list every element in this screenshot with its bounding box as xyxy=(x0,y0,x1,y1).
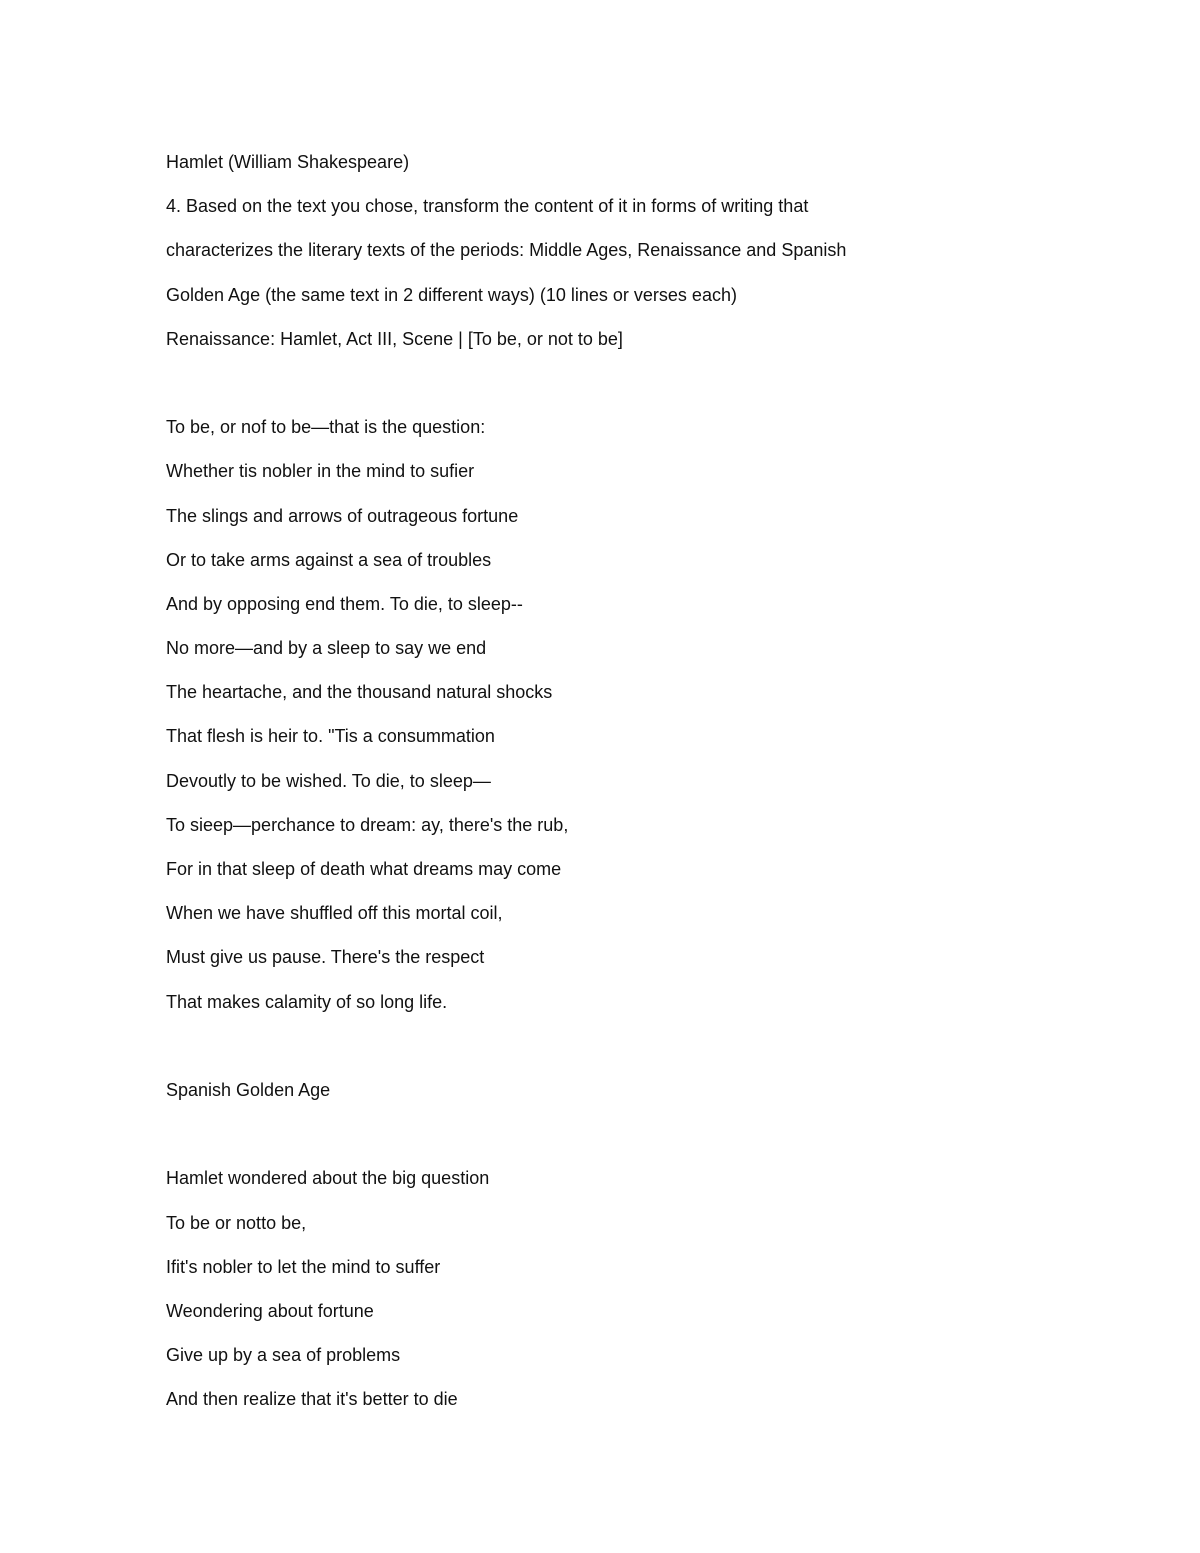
verse-line: The slings and arrows of outrageous fortune xyxy=(166,505,519,526)
verse-line: To be or notto be, xyxy=(166,1212,307,1233)
verse-line: When we have shuffled off this mortal coil, xyxy=(166,903,503,924)
verse-line: For in that sleep of death what dreams may come xyxy=(166,859,562,879)
blank-line xyxy=(166,361,1066,405)
verse-line: Must give us pause. There's the respect xyxy=(166,947,485,968)
verse-line: Hamlet wondered about the big question xyxy=(166,1168,490,1189)
document-body xyxy=(166,140,1066,1421)
prompt-paragraph xyxy=(166,184,1066,317)
blank-line xyxy=(166,1024,1066,1068)
document-title: Hamlet (William Shakespeare) xyxy=(166,152,410,172)
verse-line: Whether tis nobler in the mind to sufier xyxy=(166,461,475,482)
verse-line: No more—and by a sleep to say we end xyxy=(166,638,487,659)
verse-line: Give up by a sea of problems xyxy=(166,1345,401,1366)
verse-line: And by opposing end them. To die, to sleep-- xyxy=(166,593,523,614)
spanish-heading: Spanish Golden Age xyxy=(166,1079,331,1100)
verse-line: Or to take arms against a sea of troubles xyxy=(166,549,492,570)
verse-line: And then realize that it's better to die xyxy=(166,1389,458,1410)
verse-line: Devoutly to be wished. To die, to sleep— xyxy=(166,770,491,791)
verse-line: That makes calamity of so long life. xyxy=(166,991,448,1012)
verse-line: To be, or nof to be—that is the question: xyxy=(166,417,486,438)
prompt-line: Golden Age (the same text in 2 different ways) (10 lines or verses each) xyxy=(166,284,737,305)
prompt-line: characterizes the literary texts of the periods: Middle Ages, Renaissance and Spanish xyxy=(166,240,847,261)
prompt-line: 4. Based on the text you chose, transform the content of it in forms of writing that xyxy=(166,196,809,217)
renaissance-verses xyxy=(166,405,1066,1024)
renaissance-heading: Renaissance: Hamlet, Act III, Scene | [To be, or not to be] xyxy=(166,328,623,349)
verse-line: To sieep—perchance to dream: ay, there's the rub, xyxy=(166,814,569,835)
verse-line: The heartache, and the thousand natural shocks xyxy=(166,682,553,703)
verse-line: That flesh is heir to. "Tis a consummation xyxy=(166,726,495,747)
verse-line: Weondering about fortune xyxy=(166,1300,374,1321)
verse-line: Ifit's nobler to let the mind to suffer xyxy=(166,1256,441,1277)
blank-line xyxy=(166,1112,1066,1156)
spanish-verses xyxy=(166,1156,1066,1421)
